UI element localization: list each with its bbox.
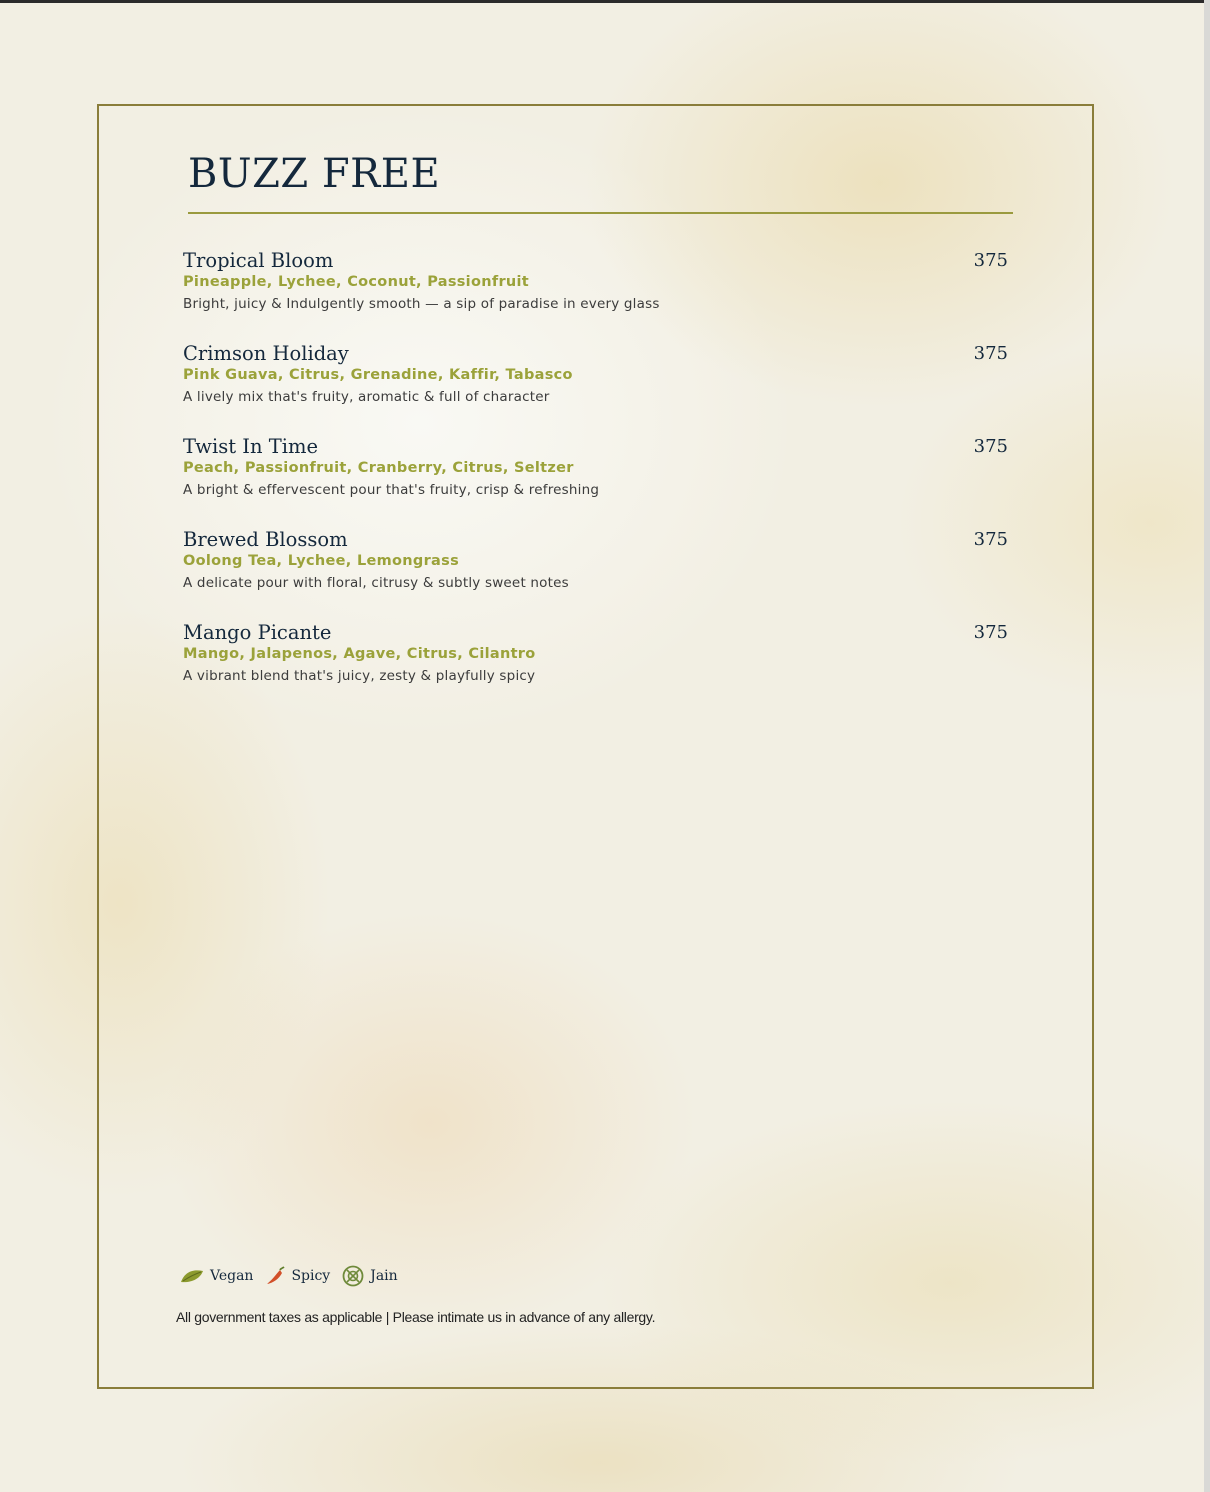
item-ingredients: Peach, Passionfruit, Cranberry, Citrus, Seltzer (183, 460, 574, 476)
section-title: BUZZ FREE (188, 151, 441, 197)
item-price: 375 (973, 529, 1008, 550)
item-name: Tropical Bloom (183, 249, 334, 272)
chili-icon (265, 1266, 285, 1286)
page-edge (1204, 0, 1210, 1492)
item-ingredients: Oolong Tea, Lychee, Lemongrass (183, 553, 460, 569)
item-ingredients: Pineapple, Lychee, Coconut, Passionfruit (183, 274, 530, 290)
item-name: Twist In Time (183, 435, 319, 458)
menu-item (183, 249, 1013, 314)
item-ingredients: Mango, Jalapenos, Agave, Citrus, Cilantro (183, 646, 536, 662)
leaf-icon (180, 1268, 204, 1284)
menu-item (183, 528, 1013, 593)
legend-label: Vegan (210, 1268, 254, 1284)
legend-label: Jain (370, 1268, 398, 1284)
legend-vegan (180, 1268, 253, 1284)
item-price: 375 (973, 622, 1008, 643)
menu-item (183, 621, 1013, 686)
dietary-legend (180, 1265, 410, 1287)
item-description: A bright & effervescent pour that's fruity, crisp & refreshing (183, 482, 600, 498)
item-ingredients: Pink Guava, Citrus, Grenadine, Kaffir, Tabasco (183, 367, 573, 383)
item-price: 375 (973, 436, 1008, 457)
footnote: All government taxes as applicable | Please intimate us in advance of any allergy. (176, 1309, 656, 1325)
menu-item (183, 342, 1013, 407)
item-name: Crimson Holiday (183, 342, 349, 365)
item-description: A lively mix that's fruity, aromatic & full of character (183, 389, 550, 405)
item-description: A vibrant blend that's juicy, zesty & playfully spicy (183, 668, 536, 684)
item-name: Mango Picante (183, 621, 332, 644)
item-description: Bright, juicy & Indulgently smooth — a sip of paradise in every glass (183, 296, 660, 312)
item-name: Brewed Blossom (183, 528, 348, 551)
jain-icon (342, 1265, 364, 1287)
item-price: 375 (973, 343, 1008, 364)
legend-spicy (265, 1266, 330, 1286)
legend-jain (342, 1265, 397, 1287)
legend-label: Spicy (291, 1268, 331, 1284)
menu-page (0, 3, 1204, 1492)
item-price: 375 (973, 250, 1008, 271)
item-description: A delicate pour with floral, citrusy & subtly sweet notes (183, 575, 569, 591)
title-divider (188, 212, 1013, 214)
menu-item (183, 435, 1013, 500)
